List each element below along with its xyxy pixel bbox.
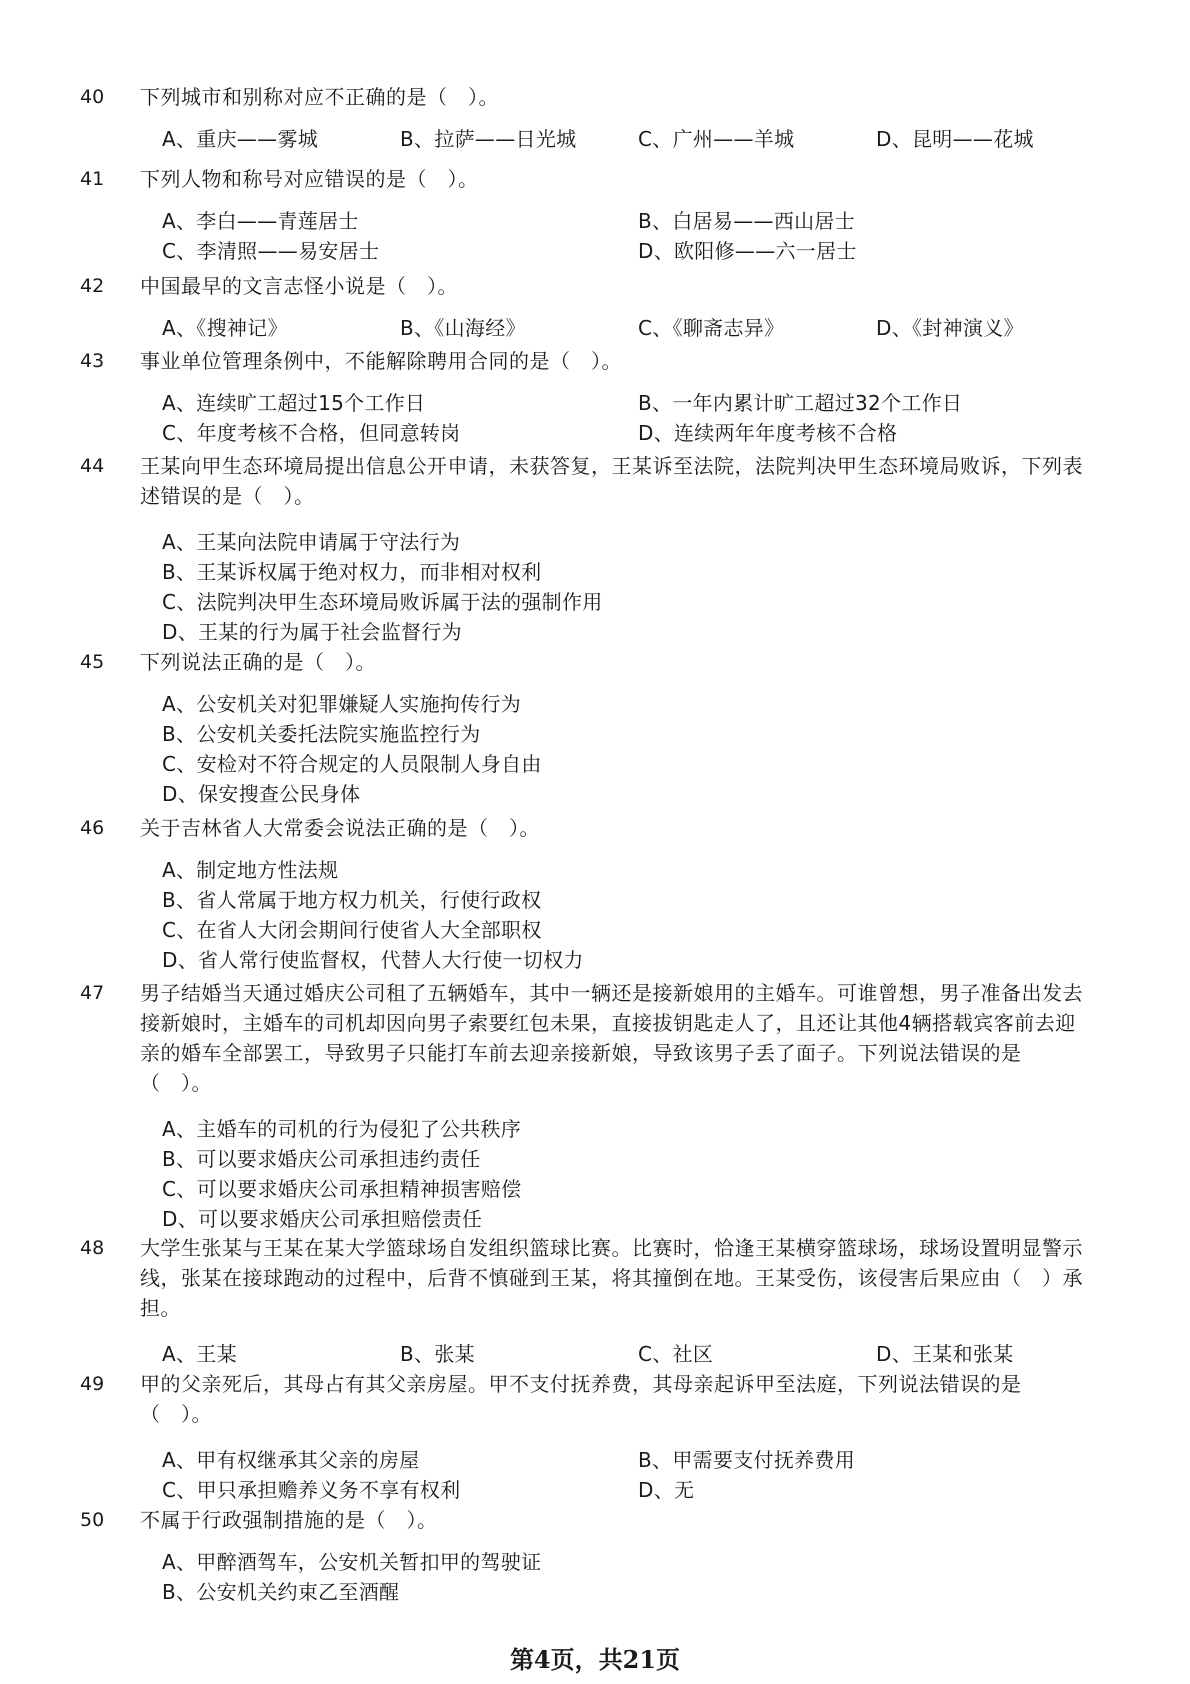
option-b: B、一年内累计旷工超过32个工作日: [638, 391, 963, 415]
option-d: D、无: [638, 1478, 695, 1502]
question-stem: 中国最早的文言志怪小说是（ ）。: [140, 274, 458, 298]
option-a: A、李白——青莲居士: [162, 209, 359, 233]
option-d: D、省人常行使监督权，代替人大行使一切权力: [162, 948, 584, 972]
option-c: C、在省人大闭会期间行使省人大全部职权: [162, 918, 542, 942]
option-b: B、白居易——西山居士: [638, 209, 856, 233]
question-number: 49: [80, 1373, 105, 1395]
question-number: 44: [80, 455, 105, 477]
option-b: B、《山海经》: [400, 316, 526, 340]
option-a: A、制定地方性法规: [162, 858, 339, 882]
question-number: 46: [80, 817, 105, 839]
question-stem: 甲的父亲死后，其母占有其父亲房屋。甲不支付抚养费，其母亲起诉甲至法庭，下列说法错误的是（ ）。: [140, 1372, 1022, 1426]
question-number: 47: [80, 982, 105, 1004]
question-stem: 事业单位管理条例中，不能解除聘用合同的是（ ）。: [140, 349, 622, 373]
option-d: D、欧阳修——六一居士: [638, 239, 857, 263]
question-number: 48: [80, 1237, 105, 1259]
option-c: C、《聊斋志异》: [638, 316, 785, 340]
question-stem: 男子结婚当天通过婚庆公司租了五辆婚车，其中一辆还是接新娘用的主婚车。可谁曾想，男子准备出发去接新娘时，主婚车的司机却因向男子索要红包未果，直接拔钥匙走人了，且还让其他4辆搭载宾客前去迎亲的婚车全部罢工，导致男子只能打车前去迎亲接新娘，导致该男子丢了面子。下列说法错误的是（ ）。: [140, 981, 1083, 1095]
option-b: B、省人常属于地方权力机关，行使行政权: [162, 888, 542, 912]
question-stem: 王某向甲生态环境局提出信息公开申请，未获答复，王某诉至法院，法院判决甲生态环境局败诉，下列表述错误的是（ ）。: [140, 454, 1083, 508]
question-stem: 下列说法正确的是（ ）。: [140, 650, 376, 674]
option-c: C、年度考核不合格，但同意转岗: [162, 421, 461, 445]
option-c: C、社区: [638, 1342, 714, 1366]
option-d: D、《封神演义》: [876, 316, 1024, 340]
option-a: A、《搜神记》: [162, 316, 288, 340]
option-d: D、可以要求婚庆公司承担赔偿责任: [162, 1207, 483, 1231]
option-d: D、王某的行为属于社会监督行为: [162, 620, 462, 644]
question-number: 42: [80, 275, 105, 297]
option-a: A、公安机关对犯罪嫌疑人实施拘传行为: [162, 692, 522, 716]
option-b: B、甲需要支付抚养费用: [638, 1448, 856, 1472]
option-b: B、公安机关约束乙至酒醒: [162, 1580, 400, 1604]
question-number: 50: [80, 1509, 105, 1531]
question-stem: 不属于行政强制措施的是（ ）。: [140, 1508, 438, 1532]
option-a: A、主婚车的司机的行为侵犯了公共秩序: [162, 1117, 522, 1141]
question-stem: 下列人物和称号对应错误的是（ ）。: [140, 167, 479, 191]
option-b: B、公安机关委托法院实施监控行为: [162, 722, 481, 746]
question-stem: 下列城市和别称对应不正确的是（ ）。: [140, 85, 499, 109]
question-stem: 大学生张某与王某在某大学篮球场自发组织篮球比赛。比赛时，恰逢王某横穿篮球场，球场设置明显警示线，张某在接球跑动的过程中，后背不慎碰到王某，将其撞倒在地。王某受伤，该侵害后果应由（ ）承担。: [140, 1236, 1083, 1320]
question-number: 41: [80, 168, 105, 190]
option-d: D、连续两年年度考核不合格: [638, 421, 898, 445]
option-c: C、广州——羊城: [638, 127, 795, 151]
option-a: A、王某: [162, 1342, 237, 1366]
option-b: B、王某诉权属于绝对权力，而非相对权利: [162, 560, 542, 584]
option-c: C、法院判决甲生态环境局败诉属于法的强制作用: [162, 590, 603, 614]
option-b: B、张某: [400, 1342, 475, 1366]
option-a: A、王某向法院申请属于守法行为: [162, 530, 461, 554]
option-a: A、重庆——雾城: [162, 127, 319, 151]
option-c: C、安检对不符合规定的人员限制人身自由: [162, 752, 542, 776]
option-a: A、甲醉酒驾车，公安机关暂扣甲的驾驶证: [162, 1550, 542, 1574]
option-d: D、王某和张某: [876, 1342, 1014, 1366]
option-d: D、昆明——花城: [876, 127, 1034, 151]
option-a: A、连续旷工超过15个工作日: [162, 391, 426, 415]
question-number: 40: [80, 86, 105, 108]
option-c: C、可以要求婚庆公司承担精神损害赔偿: [162, 1177, 522, 1201]
option-b: B、可以要求婚庆公司承担违约责任: [162, 1147, 481, 1171]
option-b: B、拉萨——日光城: [400, 127, 577, 151]
question-stem: 关于吉林省人大常委会说法正确的是（ ）。: [140, 816, 540, 840]
option-d: D、保安搜查公民身体: [162, 782, 361, 806]
page-footer: 第4页，共21页: [509, 1645, 681, 1674]
option-c: C、李清照——易安居士: [162, 239, 380, 263]
option-c: C、甲只承担赡养义务不享有权利: [162, 1478, 461, 1502]
question-number: 43: [80, 350, 105, 372]
option-a: A、甲有权继承其父亲的房屋: [162, 1448, 420, 1472]
question-number: 45: [80, 651, 105, 673]
